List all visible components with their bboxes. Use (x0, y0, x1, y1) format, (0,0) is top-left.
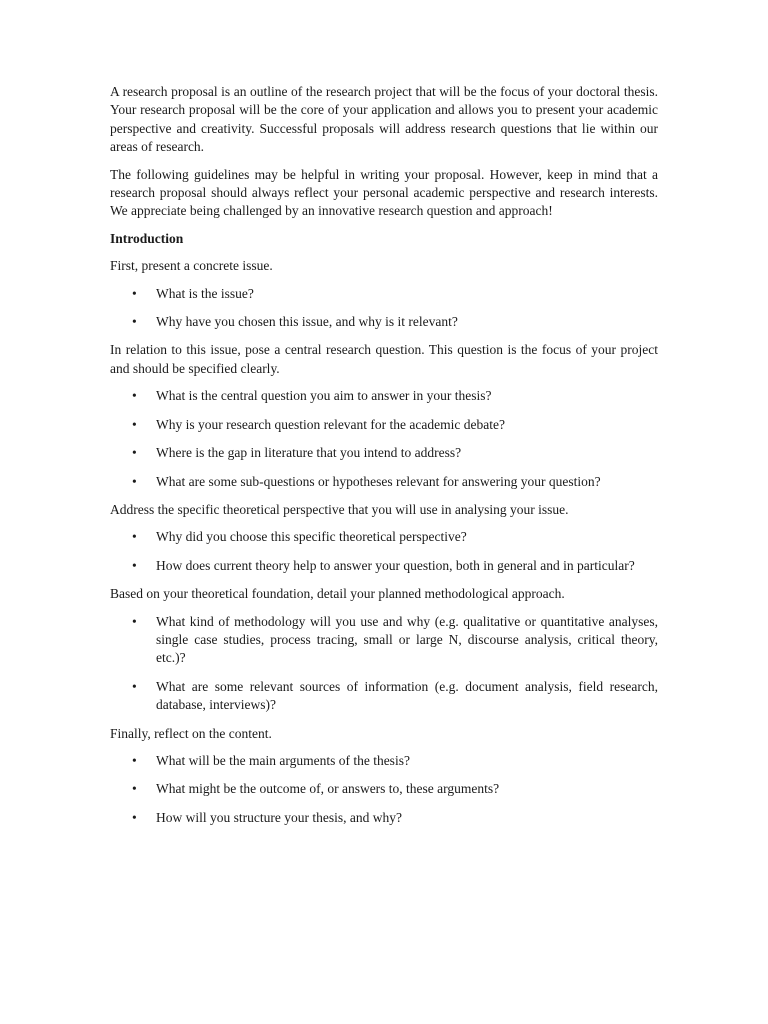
list-item (110, 416, 658, 434)
list-item-text: Where is the gap in literature that you intend to address? (156, 445, 462, 461)
list-item-text: What might be the outcome of, or answers to, these arguments? (156, 781, 500, 797)
list-item (110, 678, 658, 715)
list-item (110, 444, 658, 462)
bullet-icon: • (132, 678, 137, 694)
bullet-icon: • (132, 557, 137, 573)
bullet-list (110, 387, 658, 491)
bullet-icon: • (132, 473, 137, 489)
list-item (110, 473, 658, 491)
list-item (110, 387, 658, 405)
bullet-icon: • (132, 752, 137, 768)
list-item-text: Why is your research question relevant for the academic debate? (156, 416, 505, 432)
bullet-list (110, 752, 658, 827)
list-item (110, 809, 658, 827)
list-item (110, 313, 658, 331)
section-lead: In relation to this issue, pose a central research question. This question is the focus of your project and should be specified clearly. (110, 342, 658, 376)
document-page (110, 83, 658, 837)
bullet-list (110, 528, 658, 575)
bullet-icon: • (132, 529, 137, 545)
list-item (110, 285, 658, 303)
list-item-text: Why did you choose this specific theoretical perspective? (156, 529, 467, 545)
intro-paragraph: The following guidelines may be helpful in writing your proposal. However, keep in mind that a research proposal should always reflect your personal academic perspective and research interests. We appreciate being challenged by an innovative research question and approach! (110, 166, 658, 219)
list-item-text: What is the issue? (156, 285, 254, 301)
bullet-icon: • (132, 613, 137, 629)
list-item-text: What is the central question you aim to answer in your thesis? (156, 388, 492, 404)
list-item (110, 557, 658, 575)
bullet-list (110, 613, 658, 715)
bullet-icon: • (132, 314, 137, 330)
list-item-text: What are some relevant sources of information (e.g. document analysis, field research, database, interviews)? (156, 678, 658, 713)
list-item (110, 780, 658, 798)
list-item (110, 752, 658, 770)
list-item (110, 613, 658, 668)
bullet-icon: • (132, 285, 137, 301)
section-lead: Address the specific theoretical perspective that you will use in analysing your issue. (110, 501, 569, 517)
bullet-list (110, 285, 658, 332)
list-item (110, 528, 658, 546)
bullet-icon: • (132, 781, 137, 797)
list-item-text: What kind of methodology will you use and why (e.g. qualitative or quantitative analyses, single case studies, process tracing, small or large N, discourse analysis, critical theory, etc.)? (156, 613, 658, 666)
list-item-text: Why have you chosen this issue, and why is it relevant? (156, 314, 458, 330)
list-item-text: What are some sub-questions or hypotheses relevant for answering your question? (156, 473, 601, 489)
bullet-icon: • (132, 809, 137, 825)
bullet-icon: • (132, 388, 137, 404)
bullet-icon: • (132, 445, 137, 461)
section-lead: Finally, reflect on the content. (110, 725, 272, 741)
section-lead: First, present a concrete issue. (110, 258, 273, 274)
list-item-text: How does current theory help to answer your question, both in general and in particular? (156, 557, 635, 573)
list-item-text: How will you structure your thesis, and why? (156, 809, 402, 825)
section-heading: Introduction (110, 230, 184, 246)
section-lead: Based on your theoretical foundation, detail your planned methodological approach. (110, 586, 565, 602)
list-item-text: What will be the main arguments of the thesis? (156, 752, 410, 768)
intro-paragraph: A research proposal is an outline of the research project that will be the focus of your doctoral thesis. Your research proposal will be the core of your application and allows you to present your academic perspective and creativity. Successful proposals will address research questions that lie within our areas of research. (110, 84, 658, 155)
bullet-icon: • (132, 416, 137, 432)
